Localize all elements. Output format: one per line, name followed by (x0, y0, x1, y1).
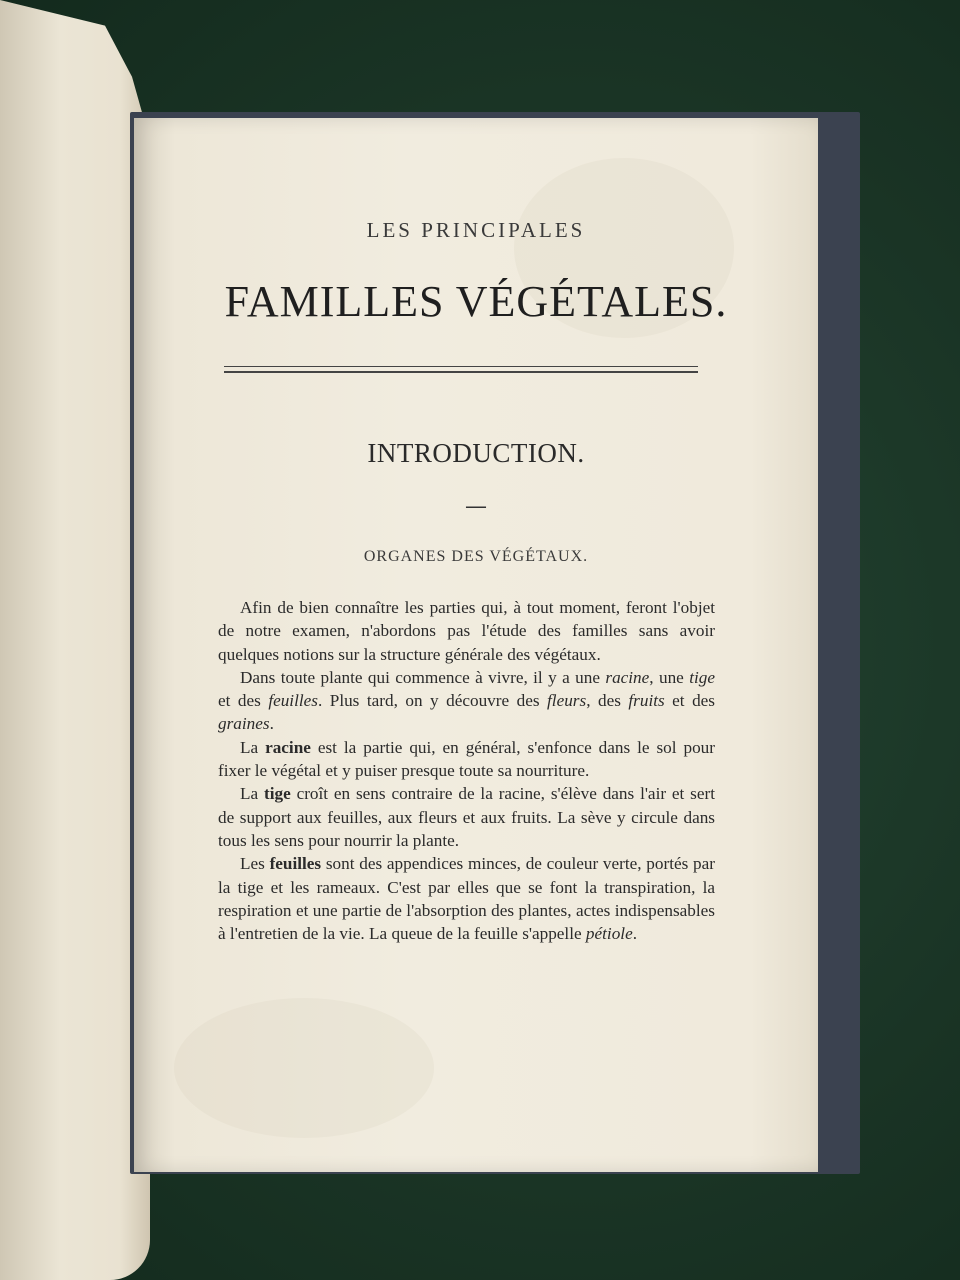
paragraph-4 (218, 782, 715, 852)
text-run: . (269, 714, 274, 734)
text-run: est la partie qui, en général, s'enfonce dans le sol pour fixer le végétal et y puiser presque toute sa nourriture. (218, 737, 715, 781)
text-run: sont des appendices minces, de couleur verte, portés par la tige et les rameaux. C'est par elles que se font la transpiration, la respiration et une partie de l'absorption des plantes, actes indispensables à l'entretien de la vie. La queue de la feuille s'appelle (218, 854, 715, 944)
paragraph-2 (218, 666, 715, 736)
term-tige: tige (689, 667, 715, 687)
paragraph-1: Afin de bien connaître les parties qui, à tout moment, feront l'objet de notre examen, n'abordons pas l'étude des familles sans avoir quelques notions sur la structure générale des végétaux. (218, 598, 715, 664)
title-rule-thin (224, 366, 698, 367)
text-run: croît en sens contraire de la racine, s'élève dans l'air et sert de support aux feuilles, aux fleurs et aux fruits. La sève y circule dans tous les sens pour nourrir la plante. (218, 784, 715, 850)
book-page (134, 118, 818, 1172)
text-run: Les (240, 854, 270, 874)
term-fleurs: fleurs (547, 691, 587, 711)
text-run: et des (664, 691, 715, 711)
term-feuilles: feuilles (268, 691, 318, 711)
term-petiole: pétiole (585, 924, 633, 944)
book-title: FAMILLES VÉGÉTALES. (224, 277, 728, 326)
term-tige-bold: tige (263, 784, 291, 804)
text-run: La (240, 737, 266, 757)
text-run: , une (649, 667, 690, 687)
paragraph-5 (218, 852, 715, 945)
term-feuilles-bold: feuilles (269, 854, 322, 874)
section-title: INTRODUCTION. (367, 438, 585, 468)
paragraph-3 (218, 736, 715, 783)
term-fruits: fruits (628, 691, 665, 711)
text-run: La (240, 784, 264, 804)
text-run: Dans toute plante qui commence à vivre, il y a une (240, 667, 606, 687)
text-run: , des (586, 691, 629, 711)
book-kicker: LES PRINCIPALES (366, 218, 586, 242)
title-rule-thick (224, 371, 698, 373)
paper-stain (174, 998, 434, 1138)
term-graines: graines (218, 714, 270, 734)
text-run: . (632, 924, 637, 944)
section-dash: — (465, 494, 487, 519)
left-page-edge (0, 0, 150, 1280)
text-run: et des (218, 691, 269, 711)
text-run: . Plus tard, on y découvre des (317, 691, 548, 711)
term-racine-bold: racine (265, 737, 311, 757)
subsection-title: ORGANES DES VÉGÉTAUX. (363, 548, 589, 565)
term-racine: racine (605, 667, 650, 687)
body-text (218, 596, 715, 945)
